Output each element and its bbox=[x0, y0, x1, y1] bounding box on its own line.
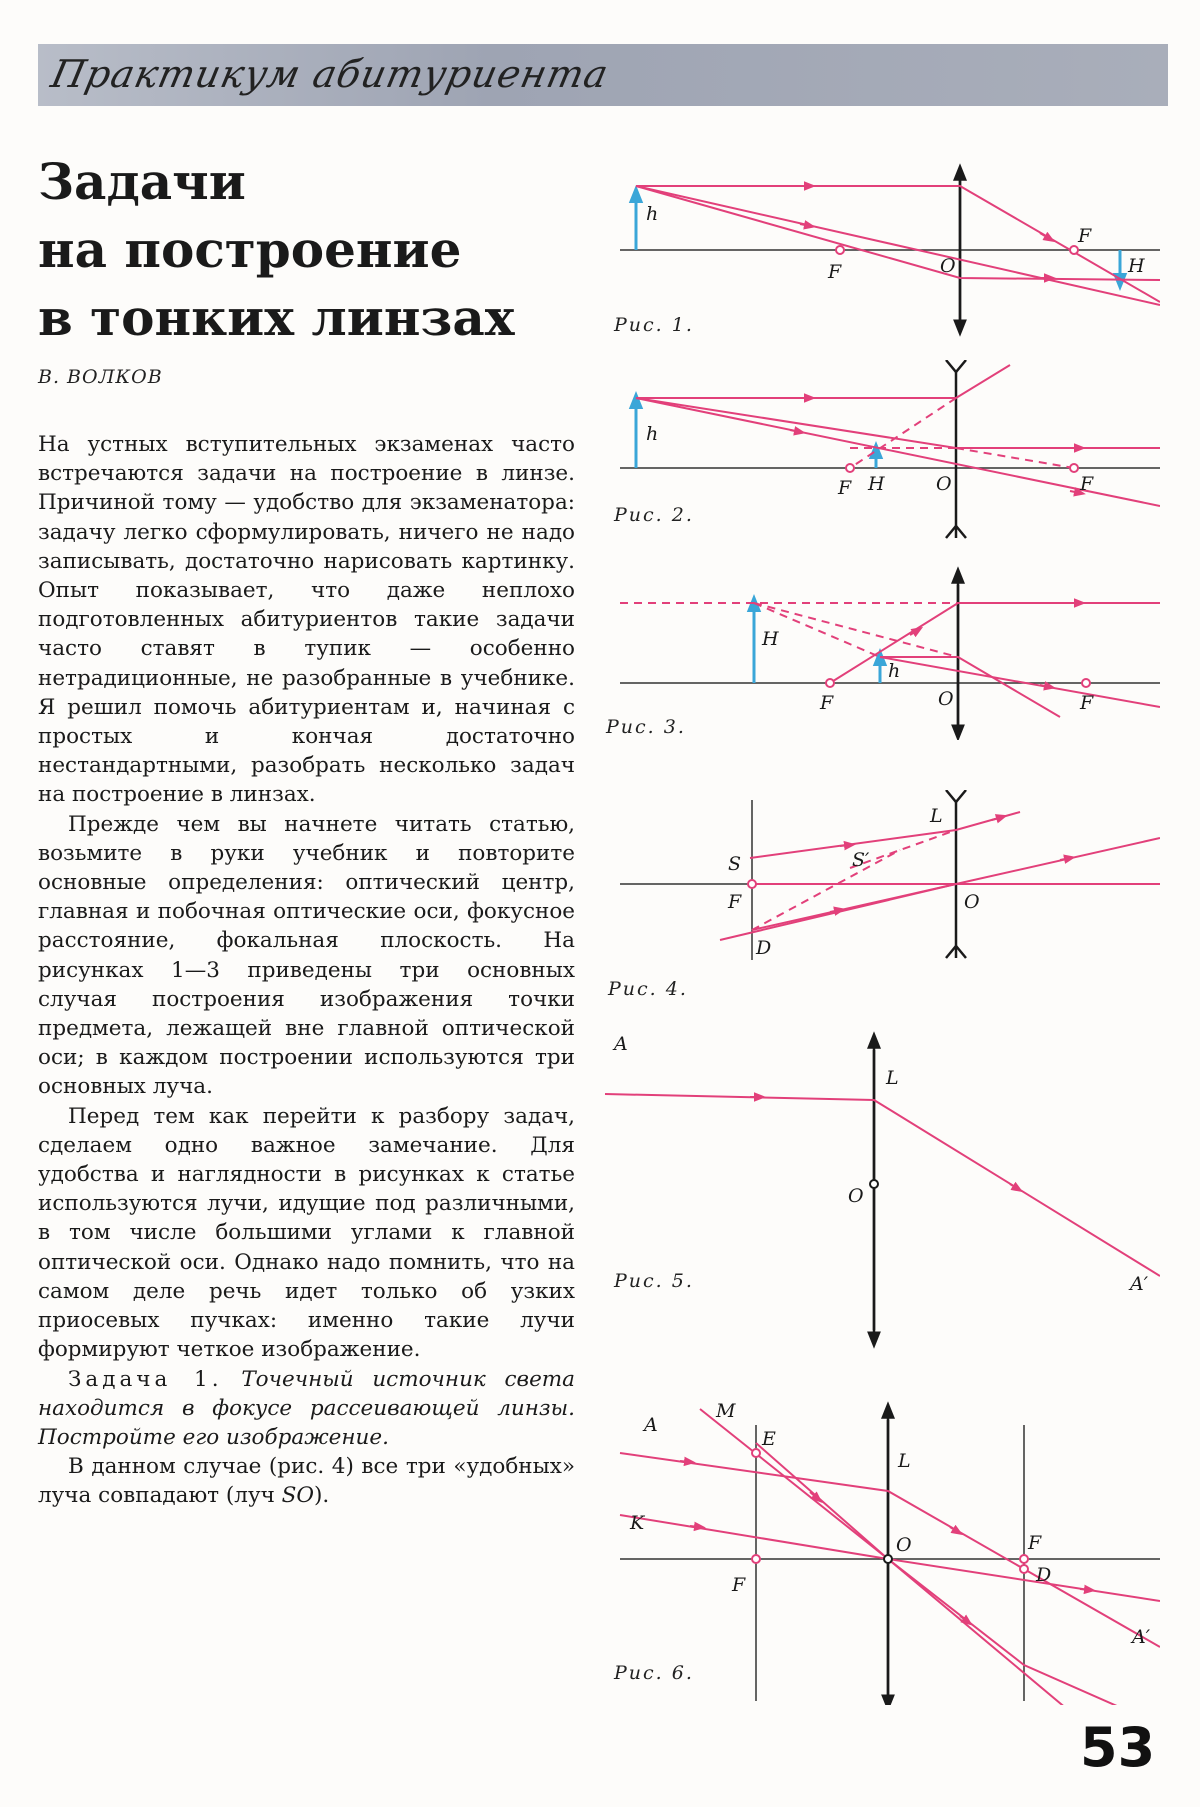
fig6-label-O: O bbox=[896, 1534, 912, 1556]
figure-1 bbox=[600, 160, 1160, 340]
article-author: В. ВОЛКОВ bbox=[38, 366, 163, 388]
fig4-label-O: O bbox=[964, 891, 980, 913]
fig6-focus-right bbox=[1020, 1555, 1028, 1563]
fig1-focus-right bbox=[1070, 246, 1078, 254]
section-header-band bbox=[38, 44, 1168, 106]
fig6-point-E bbox=[752, 1449, 760, 1457]
fig3-focus-right bbox=[1082, 679, 1090, 687]
fig6-label-F-right: F bbox=[1028, 1532, 1042, 1554]
article-body bbox=[38, 430, 575, 1511]
fig5-label-L: L bbox=[886, 1067, 899, 1089]
fig2-label-O: O bbox=[936, 473, 952, 495]
fig2-dashed-extensions bbox=[850, 398, 1074, 468]
task-1-statement: Точечный источник света находится в фокусе рассеивающей линзы. Постройте его изображение. bbox=[38, 1366, 575, 1450]
fig3-label-h: h bbox=[888, 660, 901, 682]
fig4-rays bbox=[720, 812, 1160, 940]
page-number: 53 bbox=[1080, 1716, 1156, 1779]
fig6-label-K: K bbox=[630, 1512, 645, 1534]
fig4-caption: Рис. 4. bbox=[608, 978, 688, 1000]
fig3-caption: Рис. 3. bbox=[606, 716, 686, 738]
fig2-label-h: h bbox=[646, 423, 659, 445]
fig5-rays bbox=[605, 1094, 1160, 1276]
fig3-label-H: H bbox=[762, 628, 779, 650]
paragraph-last-start: В данном случае (рис. 4) все три «удобных» луча совпадают (луч bbox=[38, 1454, 575, 1509]
paragraph-last-symbol: SO bbox=[281, 1483, 315, 1509]
fig2-focus-right bbox=[1070, 464, 1078, 472]
fig3-label-O: O bbox=[938, 688, 954, 710]
section-header-title: Практикум абитуриента bbox=[47, 52, 613, 96]
fig1-focus-left bbox=[836, 246, 844, 254]
fig5-optical-center bbox=[870, 1180, 878, 1188]
fig2-label-F-left: F bbox=[838, 477, 852, 499]
fig1-label-O: O bbox=[940, 255, 956, 277]
fig6-label-L: L bbox=[898, 1450, 911, 1472]
fig6-label-F-left: F bbox=[732, 1574, 746, 1596]
fig5-ray-arrows bbox=[750, 1097, 1018, 1189]
fig3-label-F-left: F bbox=[820, 692, 834, 714]
title-line-1: Задачи bbox=[38, 152, 246, 211]
fig1-label-h: h bbox=[646, 203, 659, 225]
fig3-ray-arrows bbox=[910, 603, 1080, 687]
fig6-caption: Рис. 6. bbox=[614, 1662, 694, 1684]
fig6-label-M: M bbox=[716, 1400, 736, 1422]
title-line-3: в тонких линзах bbox=[38, 288, 515, 347]
paragraph-last-end: ). bbox=[314, 1483, 330, 1509]
fig1-label-F-right: F bbox=[1078, 225, 1092, 247]
fig5-label-A-prime: A′ bbox=[1130, 1273, 1149, 1295]
fig1-caption: Рис. 1. bbox=[614, 314, 694, 336]
fig4-dashed-extensions bbox=[752, 830, 956, 930]
fig4-label-S-prime: S′ bbox=[852, 849, 870, 871]
fig3-label-F-right: F bbox=[1080, 692, 1094, 714]
fig6-label-E: E bbox=[762, 1428, 776, 1450]
fig3-dashed-extensions bbox=[620, 603, 958, 657]
fig6-focus-left bbox=[752, 1555, 760, 1563]
fig6-point-D bbox=[1020, 1565, 1028, 1573]
figure-4 bbox=[600, 790, 1160, 965]
fig4-label-D: D bbox=[756, 937, 772, 959]
task-1-label: Задача 1. bbox=[68, 1366, 223, 1392]
fig4-label-F: F bbox=[728, 891, 742, 913]
fig6-label-A-prime: A′ bbox=[1132, 1626, 1151, 1648]
fig2-caption: Рис. 2. bbox=[614, 504, 694, 526]
article-title bbox=[38, 148, 578, 352]
fig2-label-F-right: F bbox=[1080, 473, 1094, 495]
figure-5 bbox=[600, 1030, 1160, 1350]
fig4-diverging-lens bbox=[946, 790, 966, 958]
paragraph-2: Прежде чем вы начнете читать статью, возьмите в руки учебник и повторите основные определения: оптический центр, главная и побочная оптические оси, фокусное расстояние, фокальная плоскость. На рисунках 1—3 приведены три основных случая построения изображения точки предмета, лежащей вне главной оптической оси; в каждом построении используются три основных луча. bbox=[38, 811, 575, 1100]
fig6-label-A: A bbox=[644, 1414, 658, 1436]
task-1-paragraph bbox=[38, 1365, 575, 1453]
paragraph-3: Перед тем как перейти к разбору задач, сделаем одно важное замечание. Для удобства и наглядности в рисунках к статье используются лучи, идущие под различными, в том числе большими углами к главной оптической оси. Однако надо помнить, что на самом деле речь идет только об узких приосевых пучках: именно такие лучи формируют четкое изображение. bbox=[38, 1103, 575, 1363]
figure-6 bbox=[600, 1395, 1160, 1705]
paragraph-1: На устных вступительных экзаменах часто встречаются задачи на построение в линзе. Причиной тому — удобство для экзаменатора: задачу легко сформулировать, ничего не надо записывать, достаточно нарисовать картинку. Опыт показывает, что даже неплохо подготовленных абитуриентов такие задачи часто ставят в тупик — особенно нетрадиционные, не разобранные в учебнике. Я решил помочь абитуриентам и, начиная с простых и кончая достаточно нестандартными, разобрать несколько задач на построение в линзах. bbox=[38, 432, 575, 808]
fig4-focus bbox=[748, 880, 756, 888]
figure-3 bbox=[600, 565, 1160, 740]
fig1-label-F-left: F bbox=[828, 261, 842, 283]
fig2-label-H: H bbox=[868, 473, 885, 495]
fig5-caption: Рис. 5. bbox=[614, 1270, 694, 1292]
fig1-label-H: H bbox=[1128, 255, 1145, 277]
fig2-focus-left bbox=[846, 464, 854, 472]
fig5-label-O: O bbox=[848, 1185, 864, 1207]
fig5-label-A: A bbox=[614, 1033, 628, 1055]
fig3-focus-left bbox=[826, 679, 834, 687]
title-line-2: на построение bbox=[38, 220, 462, 279]
paragraph-last bbox=[38, 1452, 575, 1510]
fig6-label-D: D bbox=[1036, 1564, 1052, 1586]
fig6-optical-center bbox=[884, 1555, 892, 1563]
fig4-label-L: L bbox=[930, 805, 943, 827]
fig4-label-S: S bbox=[728, 853, 742, 875]
